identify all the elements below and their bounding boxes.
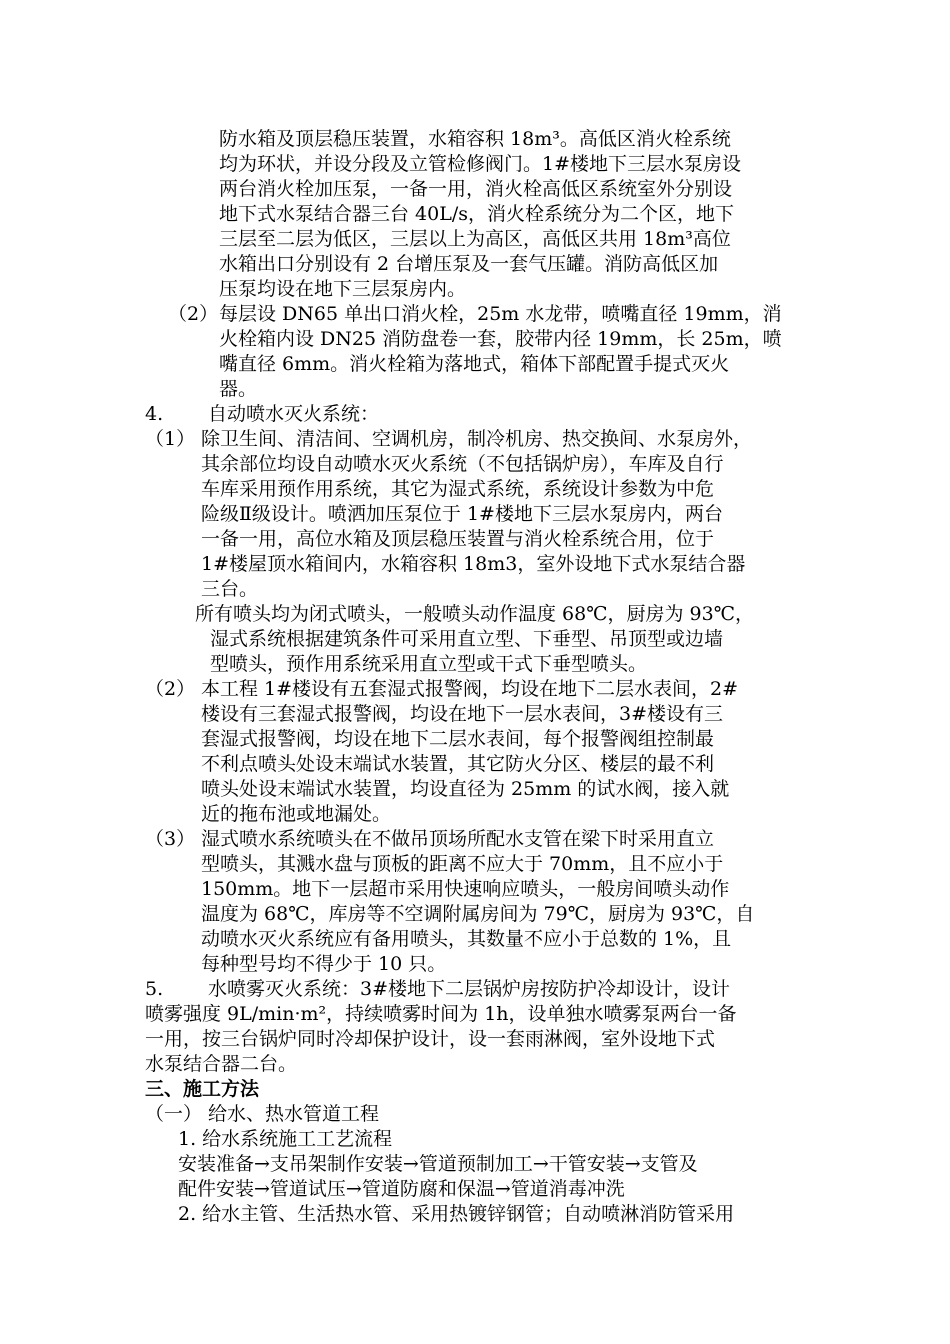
list-marker: （3） xyxy=(145,828,196,850)
item-title: 2. 给水主管、生活热水管、采用热镀锌钢管；自动喷淋消防管采用 xyxy=(178,1203,735,1225)
text-line: 水泵结合器二台。 xyxy=(145,1053,298,1075)
text-line: 嘴直径 6mm。消火栓箱为落地式，箱体下部配置手提式灭火 xyxy=(219,353,730,375)
text-line: 其余部位均设自动喷水灭火系统（不包括锅炉房），车库及自行 xyxy=(201,453,724,475)
list-marker: （2） xyxy=(168,303,219,325)
text-line: 配件安装→管道试压→管道防腐和保温→管道消毒冲洗 xyxy=(178,1178,625,1200)
text-line: 近的拖布池或地漏处。 xyxy=(201,803,392,825)
paragraph-alarm-valves xyxy=(201,677,807,827)
text-line: 喷雾强度 9L/min·m²，持续喷雾时间为 1h，设单独水喷雾泵两台一备 xyxy=(145,1003,737,1025)
sub-heading: （一） 给水、热水管道工程 xyxy=(145,1103,380,1125)
text-line: 楼设有三套湿式报警阀，均设在地下一层水表间，3#楼设有三 xyxy=(201,703,724,725)
text-line: 温度为 68℃，库房等不空调附属房间为 79℃，厨房为 93℃，自 xyxy=(201,903,755,925)
item-title: 1. 给水系统施工工艺流程 xyxy=(178,1128,393,1150)
section-title: 自动喷水灭火系统： xyxy=(208,403,380,425)
section-number: 4. xyxy=(145,403,164,425)
text-line: 水箱出口分别设有 2 台增压泵及一套气压罐。消防高低区加 xyxy=(219,253,719,275)
text-line: 三台。 xyxy=(201,578,259,600)
paragraph-wet-system-heads xyxy=(201,827,807,977)
text-line: 险级Ⅱ级设计。喷洒加压泵位于 1#楼地下三层水泵房内，两台 xyxy=(201,503,723,525)
text-line: 安装准备→支吊架制作安装→管道预制加工→干管安装→支管及 xyxy=(178,1153,698,1175)
text-line: 车库采用预作用系统，其它为湿式系统，系统设计参数为中危 xyxy=(201,478,715,500)
text-line: 动喷水灭火系统应有备用喷头，其数量不应小于总数的 1%，且 xyxy=(201,928,732,950)
text-line: 每层设 DN65 单出口消火栓，25m 水龙带，喷嘴直径 19mm，消 xyxy=(219,303,782,325)
text-line: 两台消火栓加压泵，一备一用，消火栓高低区系统室外分别设 xyxy=(219,178,733,200)
paragraph-water-spray xyxy=(145,1002,807,1077)
text-line: 压泵均设在地下三层泵房内。 xyxy=(219,278,467,300)
paragraph-process-flow xyxy=(178,1152,807,1202)
text-line: 本工程 1#楼设有五套湿式报警阀，均设在地下二层水表间，2# xyxy=(201,678,739,700)
text-line: 一备一用，高位水箱及顶层稳压装置与消火栓系统合用，位于 xyxy=(201,528,715,550)
text-line: 1#楼屋顶水箱间内，水箱容积 18m3，室外设地下式水泵结合器 xyxy=(201,553,746,575)
text-line: 型喷头，预作用系统采用直立型或干式下垂型喷头。 xyxy=(210,653,648,675)
text-line: 湿式系统根据建筑条件可采用直立型、下垂型、吊顶型或边墙 xyxy=(210,628,724,650)
text-line: 型喷头，其溅水盘与顶板的距离不应大于 70mm，且不应小于 xyxy=(201,853,724,875)
chapter-heading: 三、施工方法 xyxy=(145,1078,260,1100)
text-line: 不利点喷头处设末端试水装置，其它防火分区、楼层的最不利 xyxy=(201,753,715,775)
paragraph-fire-hydrant-system xyxy=(219,127,807,302)
text-line: 所有喷头均为闭式喷头，一般喷头动作温度 68℃，厨房为 93℃， xyxy=(195,603,754,625)
list-marker: （1） xyxy=(145,428,196,450)
text-line: 三层至二层为低区，三层以上为高区，高低区共用 18m³高位 xyxy=(219,228,731,250)
text-line: 防水箱及顶层稳压装置，水箱容积 18m³。高低区消火栓系统 xyxy=(219,128,731,150)
list-marker: （2） xyxy=(145,678,196,700)
text-line: 均为环状，并设分段及立管检修阀门。1#楼地下三层水泵房设 xyxy=(219,153,742,175)
text-line: 套湿式报警阀，均设在地下二层水表间，每个报警阀组控制最 xyxy=(201,728,715,750)
text-line: 火栓箱内设 DN25 消防盘卷一套，胶带内径 19mm，长 25m，喷 xyxy=(219,328,782,350)
text-line: 150mm。地下一层超市采用快速响应喷头，一般房间喷头动作 xyxy=(201,878,730,900)
text-line: 喷头处设末端试水装置，均设直径为 25mm 的试水阀，接入就 xyxy=(201,778,730,800)
text-line: 器。 xyxy=(219,378,258,400)
paragraph-sprinkler-scope xyxy=(201,427,807,602)
text-line: 除卫生间、清洁间、空调机房，制冷机房、热交换间、水泵房外， xyxy=(201,428,753,450)
text-line: 水喷雾灭火系统：3#楼地下二层锅炉房按防护冷却设计，设计 xyxy=(208,978,731,1000)
text-line: 湿式喷水系统喷头在不做吊顶场所配水支管在梁下时采用直立 xyxy=(201,828,715,850)
text-line: 地下式水泵结合器三台 40L/s，消火栓系统分为二个区，地下 xyxy=(219,203,734,225)
text-line: 每种型号均不得少于 10 只。 xyxy=(201,953,447,975)
text-line: 一用，按三台锅炉同时冷却保护设计，设一套雨淋阀，室外设地下式 xyxy=(145,1028,716,1050)
paragraph-sprinkler-heads xyxy=(210,627,807,677)
section-number: 5. xyxy=(145,978,164,1000)
paragraph-hydrant-per-floor xyxy=(219,302,807,402)
